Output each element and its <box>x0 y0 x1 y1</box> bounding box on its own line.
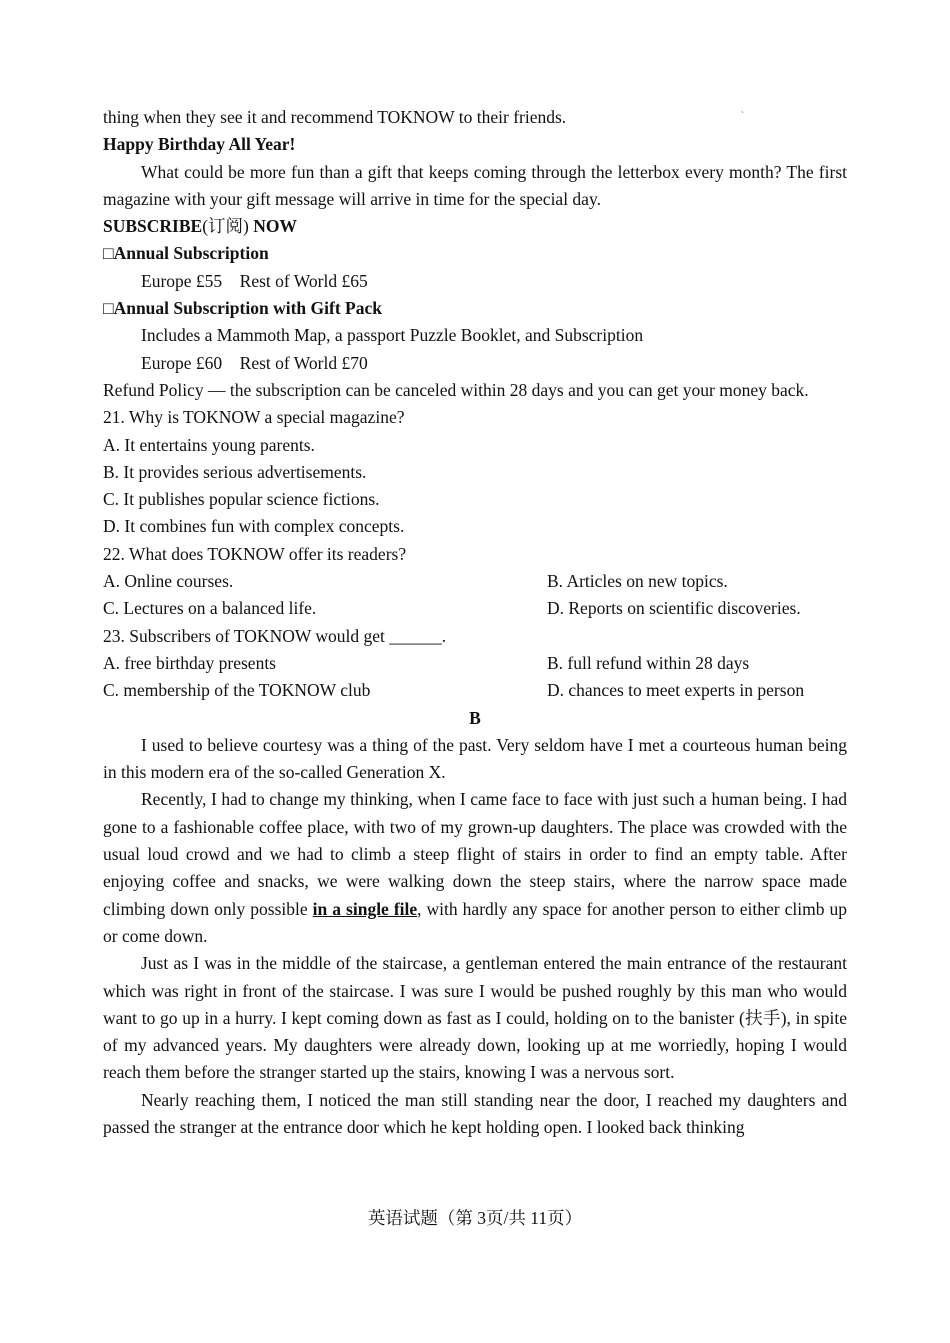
annual-prices: Europe £55 Rest of World £65 <box>141 270 368 291</box>
option: D. chances to meet experts in person <box>547 680 805 701</box>
gift-pack-label: □Annual Subscription with Gift Pack <box>103 298 382 319</box>
stray-mark: ` <box>741 110 744 120</box>
option: D. It combines fun with complex concepts. <box>103 516 405 537</box>
question-21 <box>103 404 847 540</box>
option: B. Articles on new topics. <box>547 571 728 592</box>
section-b-label: B <box>469 707 481 728</box>
option: C. It publishes popular science fictions. <box>103 489 380 510</box>
gift-pack-includes: Includes a Mammoth Map, a passport Puzzle Booklet, and Subscription <box>141 325 644 346</box>
gift-pack-prices: Europe £60 Rest of World £70 <box>141 352 368 373</box>
passage-paragraph-1: I used to believe courtesy was a thing of the past. Very seldom have I met a courteous human being in this modern era of the so-called Generation X. <box>103 734 847 783</box>
option: B. It provides serious advertisements. <box>103 461 367 482</box>
passage-paragraph-4: Nearly reaching them, I noticed the man still standing near the door, I reached my daughters and passed the stranger at the entrance door which he kept holding open. I looked back thinking <box>103 1089 847 1137</box>
option: A. free birthday presents <box>103 652 276 673</box>
page-footer: 英语试题（第 3页/共 11页） <box>367 1208 583 1228</box>
annual-subscription-label: □Annual Subscription <box>103 243 269 264</box>
question-stem: 21. Why is TOKNOW a special magazine? <box>103 407 405 428</box>
option: C. Lectures on a balanced life. <box>103 598 317 619</box>
document-page <box>103 104 847 1141</box>
option: C. membership of the TOKNOW club <box>103 680 371 701</box>
option: B. full refund within 28 days <box>547 652 750 673</box>
option: A. It entertains young parents. <box>103 434 315 455</box>
passage-paragraph-2: Recently, I had to change my thinking, when I came face to face with just such a human being. I had gone to a fashionable coffee place, with two of my grown-up daughters. The place was crowded with the usual loud crowd and we had to climb a steep flight of stairs in order to find an empty table. After enjoying coffee and snacks, we were walking down the steep stairs, where the narrow space made climbing down only possible in a single file, with hardly any space for another person to either climb up or come down. <box>103 789 847 946</box>
birthday-heading: Happy Birthday All Year! <box>103 134 296 155</box>
question-stem: 22. What does TOKNOW offer its readers? <box>103 543 407 564</box>
option: D. Reports on scientific discoveries. <box>547 598 801 619</box>
intro-tail: thing when they see it and recommend TOKNOW to their friends. <box>103 107 567 127</box>
question-stem: 23. Subscribers of TOKNOW would get ______. <box>103 625 447 646</box>
refund-policy: Refund Policy — the subscription can be canceled within 28 days and you can get your money back. <box>103 379 809 400</box>
question-22 <box>103 541 847 623</box>
passage-paragraph-3: Just as I was in the middle of the staircase, a gentleman entered the main entrance of the restaurant which was right in front of the staircase. I was sure I would be pushed roughly by this man who would want to go up in a hurry. I kept coming down as fast as I could, holding on to the banister (扶手), in spite of my advanced years. My daughters were already down, looking up at me worriedly, hoping I would reach them before the stranger started up the stairs, knowing I was a nervous sort. <box>103 953 847 1083</box>
birthday-body: What could be more fun than a gift that keeps coming through the letterbox every month? The first magazine with your gift message will arrive in time for the special day. <box>103 161 847 209</box>
subscribe-heading: SUBSCRIBE(订阅) NOW <box>103 216 297 237</box>
underlined-phrase: in a single file <box>312 898 418 919</box>
option: A. Online courses. <box>103 571 234 592</box>
question-23 <box>103 623 847 705</box>
